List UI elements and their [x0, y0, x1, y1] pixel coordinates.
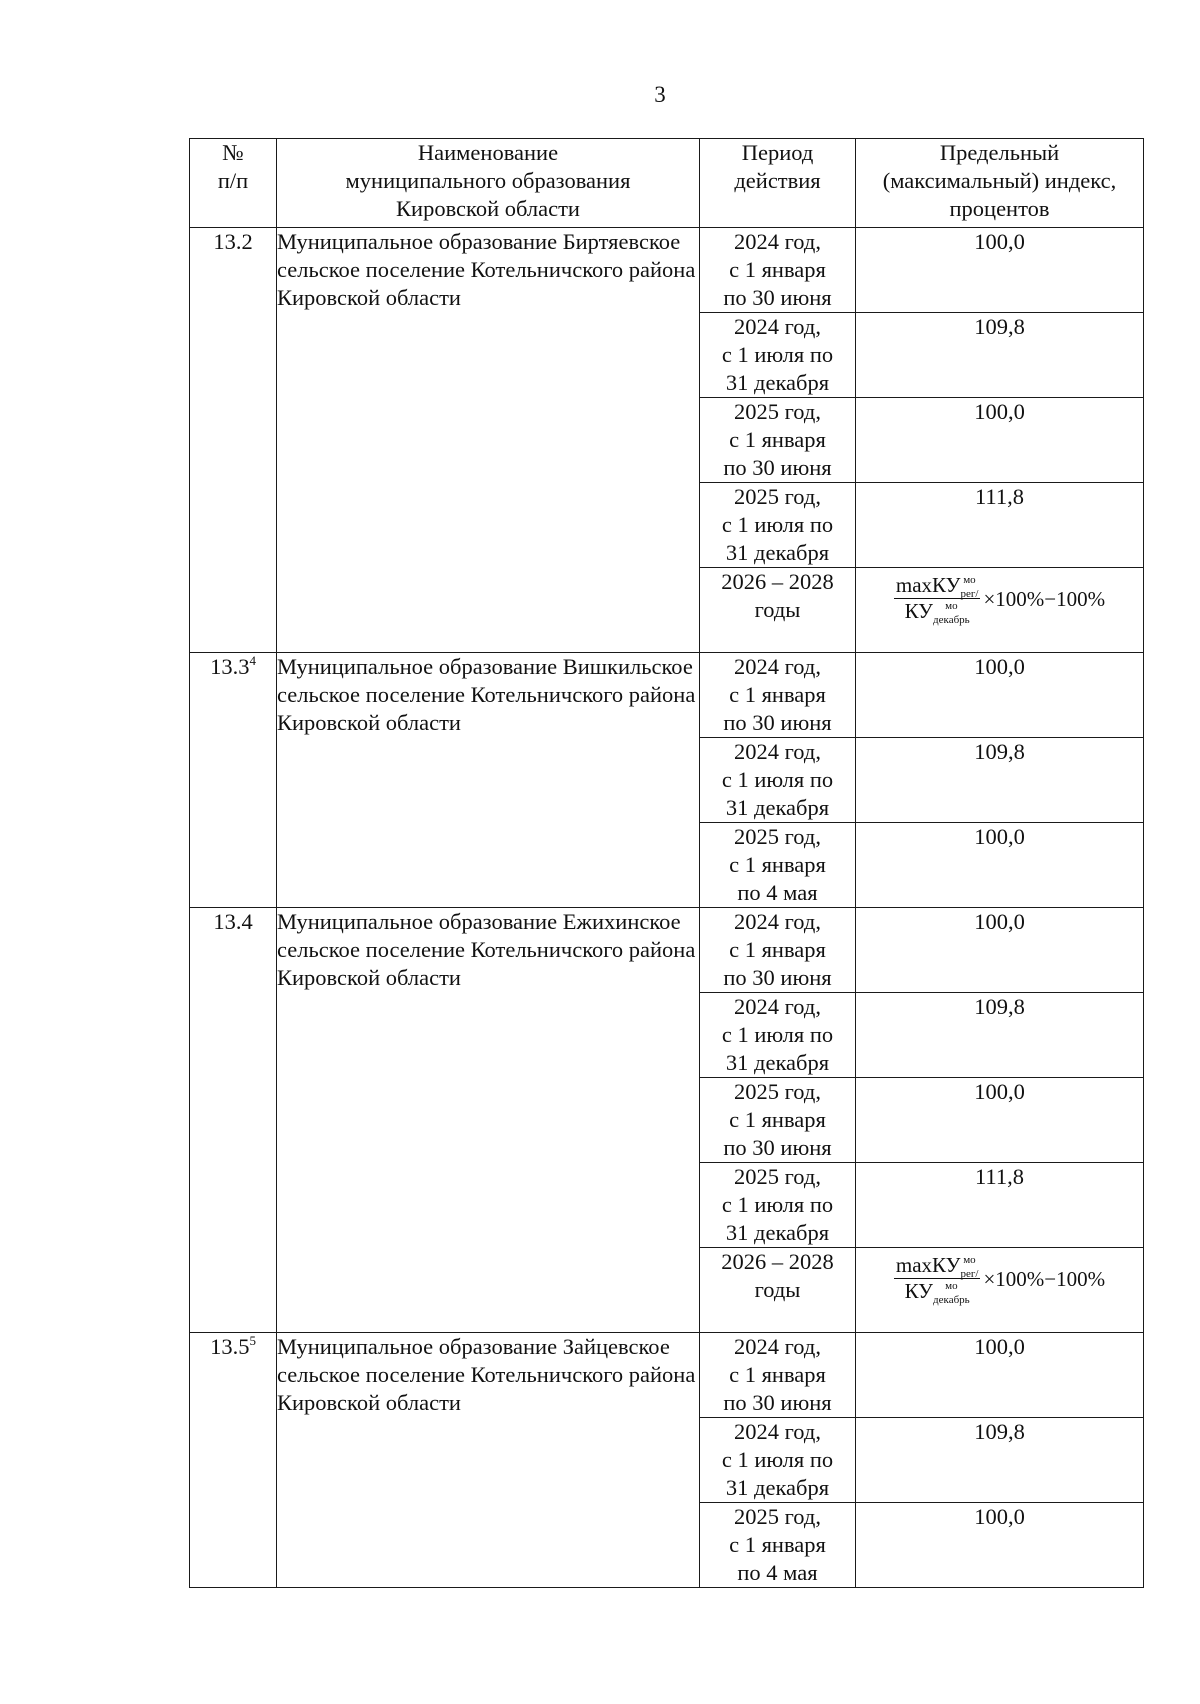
index-value: 100,0 [856, 823, 1144, 908]
period-line: с 1 января [729, 1532, 826, 1557]
index-value: 100,0 [856, 228, 1144, 313]
period-line: по 30 июня [723, 710, 832, 735]
period-cell [700, 1248, 856, 1333]
index-value: 100,0 [856, 1503, 1144, 1588]
header-number: № п/п [190, 139, 277, 228]
period-cell [700, 908, 856, 993]
row-number: 13.3$^4$ [190, 653, 277, 908]
index-value [856, 568, 1144, 653]
index-value: 111,8 [856, 1163, 1144, 1248]
formula-denominator-main: КУ [904, 1279, 934, 1304]
formula-denominator-sub: декабрь [933, 1294, 970, 1307]
index-value: 109,8 [856, 1418, 1144, 1503]
period-cell [700, 228, 856, 313]
period-line: с 1 июля по [721, 1447, 834, 1472]
period-line: с 1 июля по [721, 512, 834, 537]
period-cell [700, 313, 856, 398]
period-line: по 30 июня [723, 965, 832, 990]
table-row [190, 908, 1144, 993]
period-line: 2026 – 2028 [721, 1249, 834, 1274]
period-line: с 1 июля по [721, 767, 834, 792]
period-line: с 1 января [729, 427, 826, 452]
municipality-name: Муниципальное образование Зайцевское сельское поселение Котельничского района Кировской области [277, 1333, 700, 1588]
period-line: 2025 год, [734, 824, 821, 849]
period-line: 31 декабря [725, 1050, 830, 1075]
municipality-name: Муниципальное образование Ежихинское сельское поселение Котельничского района Кировской области [277, 908, 700, 1333]
period-line: 2025 год, [734, 1164, 821, 1189]
period-line: 2025 год, [734, 399, 821, 424]
table-body [190, 228, 1144, 1588]
formula-numerator-sup: мо [963, 574, 976, 587]
municipality-name: Муниципальное образование Биртяевское сельское поселение Котельничского района Кировской области [277, 228, 700, 653]
formula-denominator-main: КУ [904, 599, 934, 624]
index-value [856, 1248, 1144, 1333]
period-line: 2025 год, [734, 484, 821, 509]
formula-denominator-indices [933, 1280, 970, 1307]
period-line: 2024 год, [734, 1334, 821, 1359]
row-number: 13.5$^5$ [190, 1333, 277, 1588]
period-cell [700, 1333, 856, 1418]
formula-numerator-sub: рег/ [960, 588, 979, 601]
formula-fraction [894, 573, 981, 627]
period-line: с 1 января [729, 1362, 826, 1387]
period-line: 31 декабря [725, 370, 830, 395]
period-line: по 30 июня [723, 1135, 832, 1160]
index-value: 109,8 [856, 313, 1144, 398]
footnote-marker: 4 [249, 653, 256, 668]
period-line: по 30 июня [723, 1390, 832, 1415]
index-value: 100,0 [856, 1333, 1144, 1418]
formula-denominator-sup: мо [945, 600, 958, 613]
formula-tail: ×100%−100% [983, 1266, 1106, 1291]
formula-numerator-sup: мо [963, 1254, 976, 1267]
table-header-row [190, 139, 1144, 228]
period-line: 2025 год, [734, 1504, 821, 1529]
period-cell [700, 653, 856, 738]
period-line: 2024 год, [734, 229, 821, 254]
formula-fraction [894, 1253, 981, 1307]
period-line: по 4 мая [737, 880, 818, 905]
index-formula [894, 573, 1106, 627]
period-cell [700, 993, 856, 1078]
formula-denominator [904, 1279, 970, 1307]
period-line: с 1 января [729, 1107, 826, 1132]
page-number: 3 [654, 82, 666, 107]
period-line: 31 декабря [725, 795, 830, 820]
footnote-marker: 5 [249, 1333, 256, 1348]
row-number: 13.4 [190, 908, 277, 1333]
index-value: 111,8 [856, 483, 1144, 568]
period-line: по 30 июня [723, 285, 832, 310]
period-line: с 1 января [729, 257, 826, 282]
period-line: годы [754, 597, 801, 622]
period-line: 2024 год, [734, 909, 821, 934]
header-index: Предельный (максимальный) индекс, процентов [856, 139, 1144, 228]
formula-tail: ×100%−100% [983, 586, 1106, 611]
period-cell [700, 1163, 856, 1248]
formula-numerator [894, 1254, 981, 1279]
index-value: 100,0 [856, 1078, 1144, 1163]
period-line: 2024 год, [734, 1419, 821, 1444]
formula-numerator-indices [960, 574, 979, 601]
period-cell [700, 1418, 856, 1503]
period-line: 31 декабря [725, 1220, 830, 1245]
period-cell [700, 398, 856, 483]
period-line: с 1 июля по [721, 1022, 834, 1047]
period-cell [700, 738, 856, 823]
period-cell [700, 568, 856, 653]
period-line: годы [754, 1277, 801, 1302]
period-line: по 30 июня [723, 455, 832, 480]
header-name: Наименование муниципального образования Кировской области [277, 139, 700, 228]
period-line: с 1 января [729, 937, 826, 962]
period-cell [700, 1503, 856, 1588]
period-line: с 1 июля по [721, 1192, 834, 1217]
tariff-index-table [189, 138, 1144, 1588]
row-number: 13.2 [190, 228, 277, 653]
formula-denominator-sub: декабрь [933, 614, 970, 627]
formula-numerator-main: maxКУ [895, 1253, 961, 1277]
period-line: 2024 год, [734, 739, 821, 764]
period-line: с 1 января [729, 682, 826, 707]
period-line: 31 декабря [725, 1475, 830, 1500]
index-value: 109,8 [856, 993, 1144, 1078]
formula-numerator-sub: рег/ [960, 1268, 979, 1281]
period-line: по 4 мая [737, 1560, 818, 1585]
index-value: 100,0 [856, 908, 1144, 993]
period-line: с 1 января [729, 852, 826, 877]
index-value: 100,0 [856, 398, 1144, 483]
table-row [190, 1333, 1144, 1418]
period-line: 2024 год, [734, 654, 821, 679]
period-line: 31 декабря [725, 540, 830, 565]
table-row [190, 653, 1144, 738]
formula-numerator [894, 574, 981, 599]
period-cell [700, 483, 856, 568]
period-cell [700, 823, 856, 908]
formula-denominator-indices [933, 600, 970, 627]
period-cell [700, 1078, 856, 1163]
index-value: 100,0 [856, 653, 1144, 738]
formula-numerator-main: maxКУ [895, 573, 961, 597]
formula-denominator [904, 599, 970, 627]
header-period: Период действия [700, 139, 856, 228]
period-line: 2025 год, [734, 1079, 821, 1104]
formula-numerator-indices [960, 1254, 979, 1281]
period-line: с 1 июля по [721, 342, 834, 367]
index-value: 109,8 [856, 738, 1144, 823]
table-row [190, 228, 1144, 313]
formula-denominator-sup: мо [945, 1280, 958, 1293]
period-line: 2026 – 2028 [721, 569, 834, 594]
index-formula [894, 1253, 1106, 1307]
period-line: 2024 год, [734, 314, 821, 339]
period-line: 2024 год, [734, 994, 821, 1019]
municipality-name: Муниципальное образование Вишкильское сельское поселение Котельничского района Кировской области [277, 653, 700, 908]
